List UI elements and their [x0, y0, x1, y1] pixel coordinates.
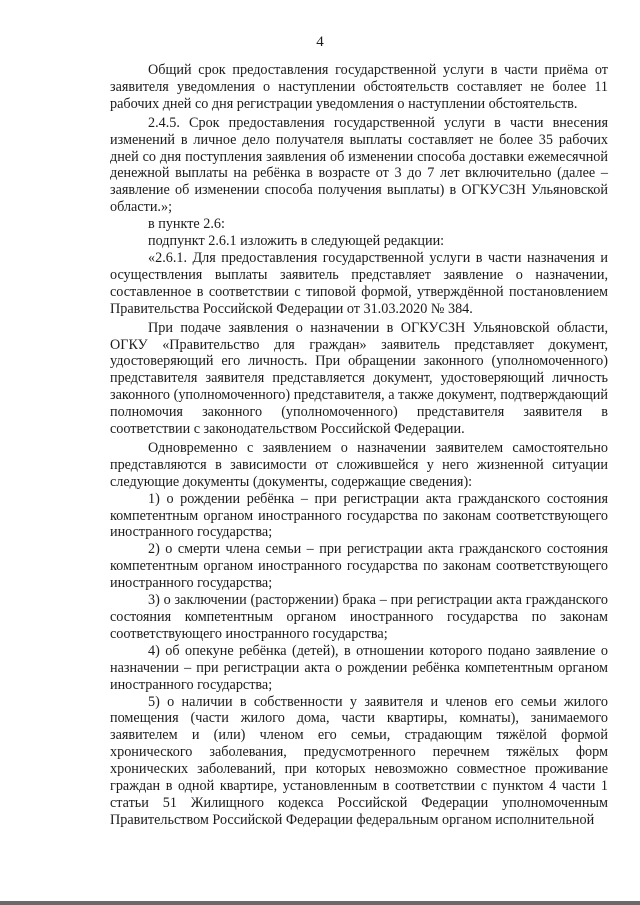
paragraph-2-4-5: 2.4.5. Срок предоставления государственной услуги в части внесения изменений в личное дело получателя выплаты составляет не более 35 рабочих дней со дня поступления заявления об изменении способа доставки ежемесячной денежной выплаты на ребёнка в возрасте от 3 до 7 лет включительно (далее – заявление об изменении способа получения выплаты) в ОГКУСЗН Ульяновской области.»; [110, 114, 608, 216]
page-number: 4 [316, 34, 324, 50]
paragraph-identity-document: При подаче заявления о назначении в ОГКУСЗН Ульяновской области, ОГКУ «Правительство для граждан» заявитель представляет документ, удостоверяющий его личность. При обращении законного (уполномоченного) представителя заявителя представляется документ, удостоверяющий личность законного (уполномоченного) представителя, а также документ, подтверждающий полномочия законного (уполномоченного) представителя заявителя в соответствии с законодательством Российской Федерации. [110, 319, 608, 438]
scan-edge-divider [0, 901, 640, 905]
list-item-3: 3) о заключении (расторжении) брака – при регистрации акта гражданского состояния компетентным органом иностранного государства по законам соответствующего иностранного государства; [110, 592, 608, 642]
list-item-1: 1) о рождении ребёнка – при регистрации акта гражданского состояния компетентным органом иностранного государства по законам соответствующего иностранного государства; [110, 490, 608, 541]
paragraph-documents-list-intro: Одновременно с заявлением о назначении заявителем самостоятельно представляются в зависимости от сложившейся у него жизненной ситуации следующие документы (документы, содержащие сведения): [110, 439, 608, 490]
list-item-2: 2) о смерти члена семьи – при регистрации акта гражданского состояния компетентным органом иностранного государства по законам соответствующего иностранного государства; [110, 541, 608, 592]
paragraph-in-point-2-6: в пункте 2.6: [148, 216, 225, 233]
document-body [110, 62, 608, 829]
paragraph-subpoint-2-6-1-intro: подпункт 2.6.1 изложить в следующей редакции: [148, 233, 445, 250]
paragraph-total-term: Общий срок предоставления государственной услуги в части приёма от заявителя уведомления о наступлении обстоятельств составляет не более 11 рабочих дней со дня регистрации уведомления о наступлении обстоятельств. [110, 62, 608, 112]
list-item-5: 5) о наличии в собственности у заявителя и членов его семьи жилого помещения (части жилого дома, части квартиры, комнаты), занимаемого заявителем и (или) членом его семьи, страдающим тяжёлой формой хронического заболевания, предусмотренного перечнем тяжёлых форм хронических заболеваний, при которых невозможно совместное проживание граждан в одной квартире, установленным в соответствии с пунктом 4 части 1 статьи 51 Жилищного кодекса Российской Федерации уполномоченным Правительством Российской Федерации федеральным органом исполнительной [110, 693, 608, 828]
list-item-4: 4) об опекуне ребёнка (детей), в отношении которого подано заявление о назначении – при регистрации акта о рождении ребёнка компетентным органом иностранного государства; [110, 642, 608, 693]
paragraph-2-6-1: «2.6.1. Для предоставления государственной услуги в части назначения и осуществления выплаты заявитель представляет заявление о назначении, составленное в соответствии с типовой формой, утверждённой постановлением Правительства Российской Федерации от 31.03.2020 № 384. [110, 249, 608, 317]
